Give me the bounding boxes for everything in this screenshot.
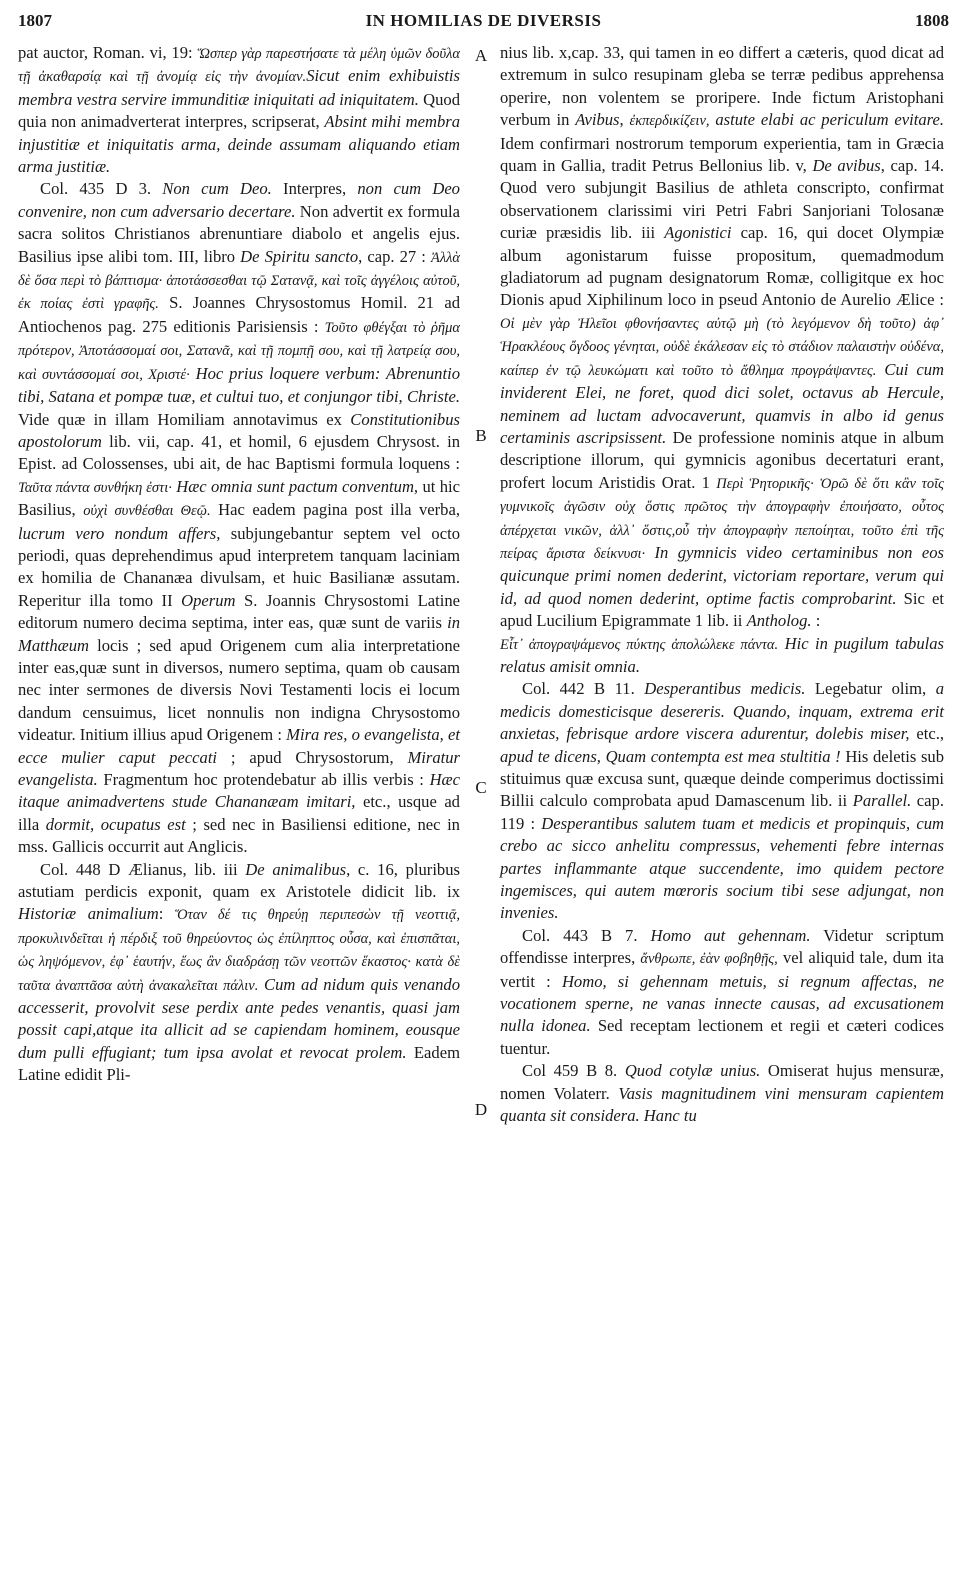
text-run: Hac eadem pagina post illa verba,: [210, 500, 460, 520]
text-run: S. Joannis Chrysostomi Latine editorum numero decima septima, inter eas, quæ sunt de variis: [18, 590, 460, 633]
italic-text: Historiæ animalium: [18, 904, 159, 924]
text-run: Vide quæ in illam Homiliam annotavimus ex: [18, 409, 351, 429]
text-run: S. Joannes Chrysostomus Homil. 21 ad Antiochenos pag. 275 editionis Parisiensis :: [18, 293, 460, 336]
italic-text: Hoc prius loquere verbum: Abrenuntio tibi, Satana et pompæ tuæ, et cultui tuo, et conjungor tibi, Christe.: [18, 363, 460, 407]
text-run: ut hic Basilius,: [18, 476, 460, 520]
greek-text: Τοῦτο φθέγξαι τὸ ῥῆμα πρότερον, Ἀποτάσσομαί σοι, Σατανᾶ, καὶ τῇ πομπῇ σου, καὶ τῇ λατρείᾳ σου, καὶ συντάσσομαί σοι, Χριστέ·: [18, 319, 461, 383]
text-run: cap. 16, qui docet Olympiæ album agonistarum fuisse propositum, quemadmodum gladiatorum ad pugnam designatorum Romæ, colligitque ex hoc Dionis apud Xiphilinum loco in pseud Antonio de Aurelio Ælice :: [500, 223, 944, 310]
right-paragraph-4: [500, 1060, 944, 1127]
text-run: Eadem Latine edidit Pli-: [18, 1042, 460, 1085]
text-run: etc., usque ad illa: [18, 792, 460, 834]
greek-text: ἄνθρωπε, ἐὰν φοβηθῇς,: [640, 951, 778, 968]
text-run: subjungebantur septem vel octo periodi, quas deprehendimus apud interpretem tanquam laciniam ex homilia de Chananæa divulsam, et huic Basilianæ assutam. Reperitur illa tomo II: [18, 523, 460, 610]
italic-text: Quod cotylæ unius.: [624, 1061, 761, 1081]
italic-text: De avibus: [812, 156, 881, 176]
text-run: Quod quia non animadverterat interpres, scripserat,: [18, 89, 460, 132]
margin-marker-c: C: [475, 778, 487, 797]
right-column: [500, 42, 944, 1128]
italic-text: apud te dicens, Quam contempta est mea stultitia !: [500, 746, 841, 766]
italic-text: Miratur evangelista.: [18, 747, 460, 789]
text-run: Fragmentum hoc protendebatur ab illis verbis :: [97, 770, 430, 789]
greek-text: Εἶτ᾽ ἀπογραψάμενος πύκτης ἀπολώλεκε πάντα.: [500, 636, 779, 653]
left-paragraph-1: [18, 42, 460, 178]
italic-text: Mira res, o evangelista, et ecce mulier caput peccati: [18, 725, 460, 767]
text-run: Sic et apud Lucilium Epigrammate 1 lib. ii: [500, 588, 944, 631]
italic-text: Cui cum inviderent Elei, ne foret, quod dici solet, octavus ab Hercule, neminem ad luctam advocaverunt, quamvis in albo id genus certaminis ascripsissent.: [500, 359, 945, 447]
text-run: Idem confirmari nostrorum temporum experientia, tam in Græcia quam in Gallia, tradit Petrus Bellonius lib. v,: [500, 133, 944, 176]
text-run: Col. 435 D 3.: [40, 179, 163, 199]
italic-text: non cum Deo convenire, non cum adversario decertare.: [18, 179, 460, 221]
text-run: Omiserat hujus mensuræ, nomen Volaterr.: [500, 1061, 944, 1103]
italic-text: Sicut enim exhibuistis membra vestra servire immunditiæ iniquitati ad iniquitatem.: [18, 66, 460, 109]
text-run: Interpres,: [271, 179, 358, 199]
italic-text: De Spiritu sancto: [240, 246, 359, 266]
italic-text: Hæc itaque animadvertens stude Chananæam imitari,: [18, 770, 460, 812]
margin-marker-d: D: [474, 1100, 488, 1119]
text-run: locis ; sed apud Origenem cum alia interpretatione inter eas,quæ sunt in diversos, numero septima, quam ob causam nec inter sermones de diversis Novi Testamenti locis ei locum dandum censuimus, licet nonnulis non indigna Chrysostomo videatur. Initium illius apud Origenem :: [18, 635, 460, 745]
italic-text: Desperantibus salutem tuam et medicis et propinquis, cum crebo ac sicco anhelitu compressus, vehementi febre internas partes inflammante atque succendente, imo quidem pectore ingemisces, qui autem mœroris socium tibi sese adjungat, non invenies.: [500, 813, 944, 923]
greek-text: οὐχὶ συνθέσθαι Θεῷ.: [83, 503, 211, 520]
italic-text: Homo, si gehennam metuis, si regnum affectas, ne vocationem sperne, ne vanas innecte causas, ad excusationem nulla idonea.: [500, 971, 944, 1036]
greek-text: Περὶ Ῥητορικῆς· Ὁρῶ δὲ ὅτι κἂν τοῖς γυμνικοῖς ἀγῶσιν οὐχ ὅστις πρῶτος τὴν ἀπογραφὴν ἐποιήσατο, οὗτος ἀπέρχεται νικῶν, ἀλλ᾽ ὅστις,οὗ τὴν ἀπογραφὴν πεποίηται, τοῦτο ἐπὶ τῆς πείρας ἄριστα δείκνυσι·: [500, 475, 944, 562]
text-run: pat auctor, Roman. vi, 19:: [18, 43, 198, 62]
italic-text: astute elabi ac periculum evitare.: [709, 110, 945, 130]
text-run: Legebatur olim,: [805, 679, 936, 699]
italic-text: in Matthæum: [18, 613, 460, 655]
italic-text: dormit, ocupatus est: [45, 814, 186, 834]
left-page-number: 1807: [18, 11, 52, 30]
text-run: Col 459 B 8.: [522, 1061, 625, 1081]
italic-text: Absint mihi membra injustitiæ et iniquitatis arma, deinde assumam aliquando etiam arma justitiæ.: [18, 112, 460, 177]
left-column: [18, 42, 460, 1087]
margin-marker-b: B: [475, 426, 487, 445]
margin-markers: [463, 0, 499, 1583]
text-run: Col. 442 B 11.: [522, 679, 645, 699]
greek-text: ἐκπερδικίζειν,: [629, 113, 710, 130]
italic-text: Non cum Deo.: [162, 179, 272, 199]
italic-text: Antholog.: [746, 611, 812, 631]
text-run: Non advertit ex formula sacra solitos Christianos abrenuntiare diabolo et angelis ejus. Basilius ipse alibi tom. III, libro: [18, 201, 460, 266]
text-run: vel aliquid tale, dum ita vertit :: [500, 948, 944, 991]
left-paragraph-2: [18, 178, 460, 858]
right-paragraph-2: [500, 678, 944, 924]
italic-text: Constitutionibus apostolorum: [18, 409, 460, 451]
italic-text: Avibus: [575, 110, 620, 130]
right-paragraph-3: [500, 925, 944, 1060]
right-page-number: 1808: [915, 11, 949, 30]
italic-text: lucrum vero nondum affers,: [18, 523, 221, 543]
text-run: Videtur scriptum offendisse interpres,: [500, 925, 944, 968]
text-run: , cap. 27 :: [358, 246, 431, 266]
italic-text: a medicis domesticisque desereris. Quando, inquam, extrema erit anxietas, febrisque ardore viscera adurentur, dolebis miser,: [500, 679, 944, 744]
italic-text: Parallel.: [852, 791, 912, 811]
text-run: ; sed nec in Basiliensi editione, nec in mss. Gallicis occurrit aut Anglicis.: [18, 814, 460, 857]
italic-text: Operum: [181, 590, 236, 610]
italic-text: Hic in pugilum tabulas relatus amisit omnia.: [500, 633, 944, 676]
text-run: :: [158, 904, 175, 924]
italic-text: In gymnicis video certaminibus non eos quicunque primi nomen dederint, victoriam reportare, verum qui id, ad quod nomen dederint, optime factis comprobarint.: [500, 542, 944, 608]
text-run: lib. vii, cap. 41, et homil, 6 ejusdem Chrysost. in Epist. ad Colossenses, ubi ait, de hac Baptismi formula loquens :: [18, 431, 460, 474]
right-verse-line: [500, 633, 944, 679]
text-run: etc.,: [909, 724, 944, 744]
italic-text: Cum ad nidum quis venando accesserit, provolvit sese perdix ante pedes venantis, quasi jam possit capi,atque ita allicit ad se capiendam hominem, eousque dum pulli effugiant; tum ipsa avolat et revocat prolem.: [18, 974, 461, 1062]
italic-text: Hæc omnia sunt pactum conventum,: [171, 476, 419, 496]
running-title: IN HOMILIAS DE DIVERSIS: [365, 11, 602, 30]
italic-text: Homo aut gehennam.: [650, 925, 811, 945]
text-run: :: [811, 611, 821, 631]
greek-text: Ἀλλὰ δὲ ὅσα περὶ τὸ βάπτισμα· ἀποτάσσεσθαι τῷ Σατανᾷ, καὶ τοῖς ἀγγέλοις αὐτοῦ, ἐκ ποίας ἐστὶ γραφῆς.: [18, 249, 460, 313]
greek-text: Ὥσπερ γὰρ παρεστήσατε τὰ μέλη ὑμῶν δοῦλα τῇ ἀκαθαρσίᾳ καὶ τῇ ἀνομίᾳ εἰς τὴν ἀνομίαν.: [18, 46, 460, 86]
greek-text: Ταῦτα πάντα συνθήκη ἐστι·: [18, 479, 172, 496]
text-run: , c. 16, pluribus astutiam perdicis exponit, quam ex Aristotele didicit lib. ix: [18, 859, 460, 902]
text-run: His deletis sub stituimus quæ excusa sunt, quæque deinde comperimus doctissimi Billii calculo comprobata apud Damascenum lib. ii: [500, 746, 944, 811]
text-run: , cap. 14. Quod vero subjungit Basilius de athleta conscripto, confirmat observationem clarissimi viri Petri Fabri Sanjoriani Tolosanæ curiæ præsidis lib. iii: [500, 156, 944, 243]
text-run: De professione nominis atque in album descriptione illorum, qui gymnicis agonibus decertaturi erant, profert locum Aristidis Orat. 1: [500, 427, 945, 492]
italic-text: De animalibus: [245, 859, 347, 879]
greek-text: Οἱ μὲν γὰρ Ἠλεῖοι φθονήσαντες αὐτῷ μὴ (τὸ λεγόμενον δὴ τοῦτο) ἀφ᾽ Ἡρακλέους ὄγδοος γένηται, οὐδὲ ἐκάλεσαν εἰς τὸ στάδιον παλαιστὴν οὐδένα, καίπερ ἐν τῷ λευκώματι καὶ τοῦτο τὸ ἄθλημα προγράψαντες.: [500, 315, 944, 379]
left-paragraph-3: [18, 859, 460, 1087]
italic-text: Desperantibus medicis.: [644, 679, 806, 699]
margin-marker-a: A: [474, 46, 488, 65]
text-run: nius lib. x,cap. 33, qui tamen in eo differt a cæteris, quod dicat ad extremum in sulco resupinam gleba se terræ pedibus apprehensa operire, non volentem se proripere. Inde fictum Aristophani verbum in: [500, 43, 944, 130]
italic-text: Agonistici: [664, 223, 732, 243]
text-run: Col. 443 B 7.: [522, 925, 651, 945]
greek-text: Ὅταν δέ τις θηρεύῃ περιπεσὼν τῇ νεοττιᾷ, προκυλινδεῖται ἡ πέρδιξ τοῦ θηρεύοντος ὡς ἐπίληπτος οὖσα, καὶ ἐπισπᾶται, ὡς ληψόμενον, ἐφ᾽ ἑαυτήν, ἕως ἂν διαδράσῃ τῶν νεοττῶν ἕκαστος· κατὰ δὲ ταῦτα ἀναπτᾶσα αὐτὴ ἀνακαλεῖται πάλιν.: [18, 907, 461, 994]
text-run: ; apud Chrysostorum,: [217, 747, 408, 767]
text-run: Col. 448 D Ælianus, lib. iii: [40, 859, 246, 879]
text-run: ,: [619, 110, 630, 130]
italic-text: Vasis magnitudinem vini mensuram capientem quanta sit considera. Hanc tu: [500, 1083, 944, 1126]
right-paragraph-1: [500, 42, 944, 633]
text-run: cap. 119 :: [500, 791, 944, 833]
text-run: Sed receptam lectionem et regii et cæteri codices tuentur.: [500, 1016, 944, 1058]
